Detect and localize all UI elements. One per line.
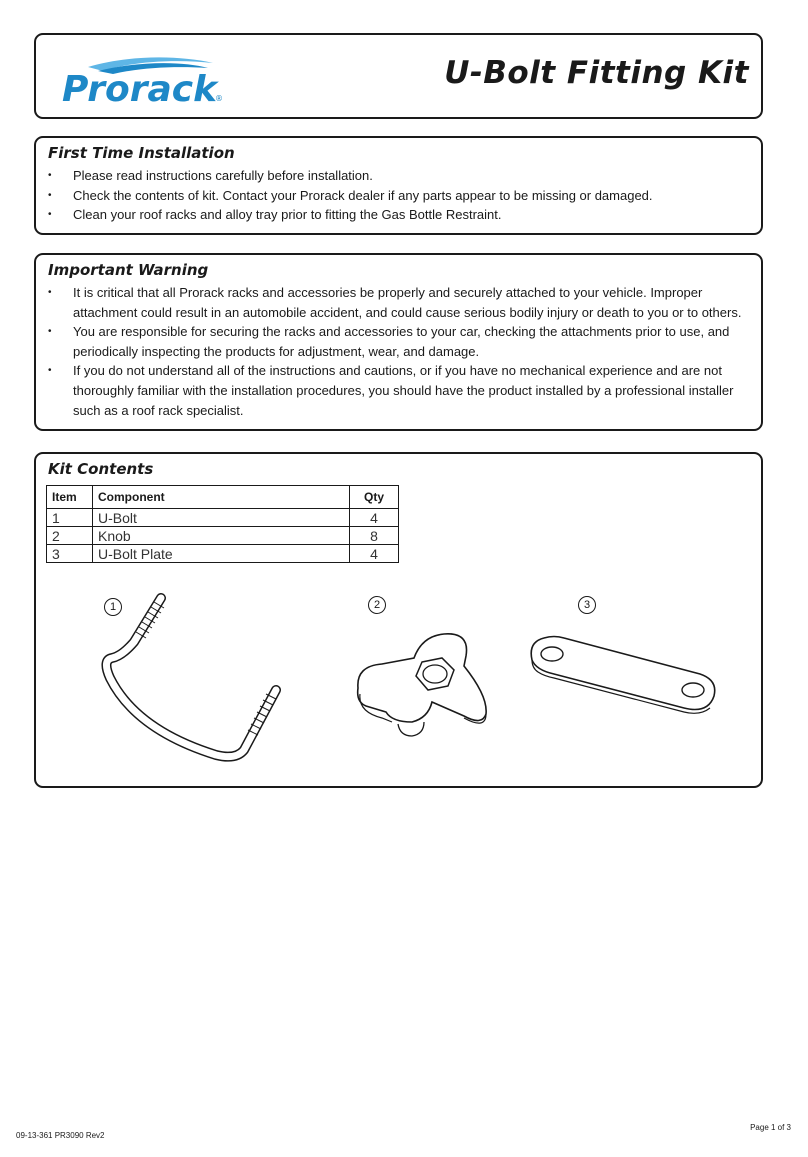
document-number: 09-13-361 PR3090 Rev2 (16, 1131, 105, 1140)
kit-title: Kit Contents (48, 460, 154, 478)
list-item: • Please read instructions carefully before installation. (48, 166, 749, 186)
warning-section (34, 253, 763, 431)
table-row (47, 509, 399, 527)
list-item: • Check the contents of kit. Contact your Prorack dealer if any parts appear to be missing or damaged. (48, 186, 749, 206)
u-bolt-plate-illustration (524, 630, 724, 720)
header-box (34, 33, 763, 119)
kit-table (46, 485, 399, 563)
list-item: • Clean your roof racks and alloy tray prior to fitting the Gas Bottle Restraint. (48, 205, 749, 225)
cell-item: 3 (47, 545, 93, 563)
warning-list (48, 283, 749, 420)
callout-2: 2 (368, 596, 386, 614)
list-item: • If you do not understand all of the instructions and cautions, or if you have no mechanical experience and are not thoroughly familiar with the installation procedures, you should have the product installed by a professional installer such as a roof rack specialist. (48, 361, 749, 420)
first-time-section (34, 136, 763, 235)
list-item: • You are responsible for securing the racks and accessories to your car, checking the attachments prior to use, and periodically inspecting the products for adjustment, wear, and damage. (48, 322, 749, 361)
cell-qty: 4 (350, 545, 399, 563)
cell-item: 2 (47, 527, 93, 545)
callout-3: 3 (578, 596, 596, 614)
header-component: Component (93, 486, 350, 509)
knob-illustration (352, 626, 492, 746)
cell-item: 1 (47, 509, 93, 527)
header-item: Item (47, 486, 93, 509)
cell-component: U-Bolt (93, 509, 350, 527)
svg-text:Prorack: Prorack (62, 69, 218, 109)
document-title: U-Bolt Fitting Kit (444, 55, 749, 91)
cell-qty: 4 (350, 509, 399, 527)
table-header-row (47, 486, 399, 509)
list-item: • It is critical that all Prorack racks and accessories be properly and securely attached to your vehicle. Improper attachment could result in an automobile accident, and could cause serious bodily injury or death to you or to others. (48, 283, 749, 322)
cell-component: Knob (93, 527, 350, 545)
u-bolt-illustration (96, 590, 306, 770)
first-time-title: First Time Installation (48, 144, 235, 162)
warning-title: Important Warning (48, 261, 209, 279)
page-number: Page 1 of 3 (750, 1123, 791, 1132)
cell-component: U-Bolt Plate (93, 545, 350, 563)
svg-text:®: ® (215, 94, 223, 103)
cell-qty: 8 (350, 527, 399, 545)
callout-1: 1 (104, 598, 122, 616)
header-qty: Qty (350, 486, 399, 509)
table-row (47, 527, 399, 545)
kit-contents-section (34, 452, 763, 788)
prorack-logo (58, 49, 258, 109)
first-time-list (48, 166, 749, 225)
table-row (47, 545, 399, 563)
